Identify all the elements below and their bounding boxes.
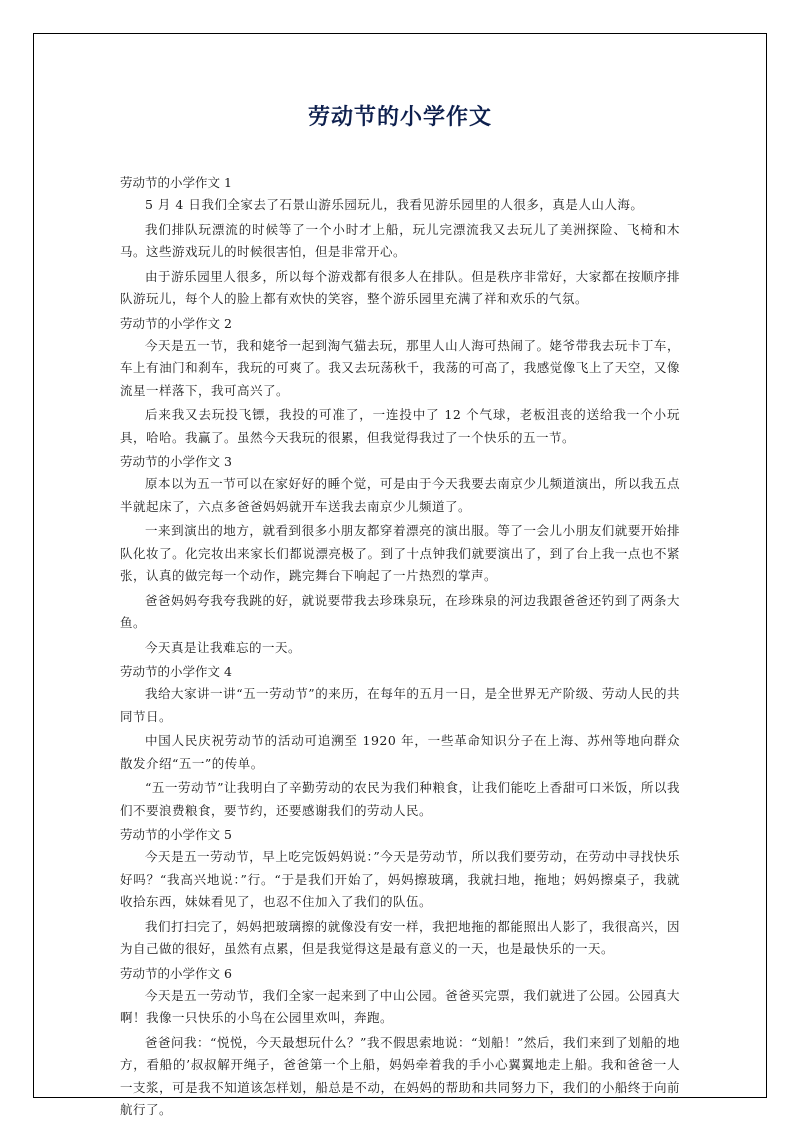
paragraph: 今天是五一节，我和姥爷一起到淘气猫去玩，那里人山人海可热闹了。姥爷带我去玩卡丁车，车上有油门和刹车，我玩的可爽了。我又去玩荡秋千，我荡的可高了，我感觉像飞上了天空，又像流星一样落下，我可高兴了。 <box>120 337 680 398</box>
essay-3 <box>120 451 680 659</box>
paragraph: 后来我又去玩投飞镖，我投的可准了，一连投中了 12 个气球，老板沮丧的送给我一个小玩具，哈哈。我赢了。虽然今天我玩的很累，但我觉得我过了一个快乐的五一节。 <box>120 407 680 445</box>
essay-heading: 劳动节的小学作文 5 <box>120 827 232 842</box>
essay-heading: 劳动节的小学作文 6 <box>120 965 232 981</box>
paragraph: “五一劳动节”让我明白了辛勤劳动的农民为我们种粮食，让我们能吃上香甜可口米饭，所以我们不要浪费粮食，要节约，还要感谢我们的劳动人民。 <box>120 780 680 818</box>
essay-heading: 劳动节的小学作文 1 <box>120 175 232 190</box>
paragraph: 今天是五一劳动节，早上吃完饭妈妈说：”今天是劳动节，所以我们要劳动，在劳动中寻找快乐好吗？“我高兴地说：”行。“于是我们开始了，妈妈擦玻璃，我就扫地，拖地；妈妈擦桌子，我就收拾东西，妹妹看见了，也忍不住加入了我们的队伍。 <box>120 849 680 909</box>
paragraph: 爸爸问我：“悦悦，今天最想玩什么？”我不假思索地说：“划船！”然后，我们来到了划船的地方，看船的’叔叔解开绳子，爸爸第一个上船，妈妈牵着我的手小心翼翼地走上船。我和爸爸一人一支浆，可是我不知道该怎样划，船总是不动，在妈妈的帮助和共同努力下，我们的小船终于向前航行了。 <box>120 1034 680 1117</box>
paragraph: 中国人民庆祝劳动节的活动可追溯至 1920 年，一些革命知识分子在上海、苏州等地向群众散发介绍“五一”的传单。 <box>120 733 680 771</box>
document-title: 劳动节的小学作文 <box>307 104 492 130</box>
essay-1 <box>120 172 680 311</box>
essay-5 <box>120 824 680 961</box>
paragraph: 5 月 4 日我们全家去了石景山游乐园玩儿，我看见游乐园里的人很多，真是人山人海。 <box>145 197 644 212</box>
paragraph: 我给大家讲一讲“五一劳动节”的来历，在每年的五月一日，是全世界无产阶级、劳动人民的共同节日。 <box>120 686 680 724</box>
paragraph: 爸爸妈妈夸我夸我跳的好，就说要带我去珍珠泉玩，在珍珠泉的河边我跟爸爸还钓到了两条大鱼。 <box>120 592 680 630</box>
paragraph: 由于游乐园里人很多，所以每个游戏都有很多人在排队。但是秩序非常好，大家都在按顺序排队游玩儿，每个人的脸上都有欢快的笑容，整个游乐园里充满了祥和欢乐的气氛。 <box>120 268 680 306</box>
essay-6 <box>120 963 680 1122</box>
essay-4 <box>120 661 680 822</box>
essay-heading: 劳动节的小学作文 2 <box>120 315 232 331</box>
paragraph: 原本以为五一节可以在家好好的睡个觉，可是由于今天我要去南京少儿频道演出，所以我五点半就起床了，六点多爸爸妈妈就开车送我去南京少儿频道了。 <box>120 476 680 514</box>
paragraph: 今天是五一劳动节，我们全家一起来到了中山公园。爸爸买完票，我们就进了公园。公园真大啊！我像一只快乐的小鸟在公园里欢叫，奔跑。 <box>120 987 680 1025</box>
paragraph: 我们排队玩漂流的时候等了一个小时才上船，玩儿完漂流我又去玩儿了美洲探险、飞椅和木马。这些游戏玩儿的时候很害怕，但是非常开心。 <box>120 221 680 259</box>
document-body <box>120 96 680 1124</box>
paragraph: 我们打扫完了，妈妈把玻璃擦的就像没有安一样，我把地拖的都能照出人影了，我很高兴，因为自己做的很好，虽然有点累，但是我觉得这是最有意义的一天，也是最快乐的一天。 <box>120 918 680 956</box>
essay-heading: 劳动节的小学作文 4 <box>120 664 232 679</box>
paragraph: 一来到演出的地方，就看到很多小朋友都穿着漂亮的演出服。等了一会儿小朋友们就要开始排队化妆了。化完妆出来家长们都说漂亮极了。到了十点钟我们就要演出了，到了台上我一点也不紧张，认真的做完每一个动作，跳完舞台下响起了一片热烈的掌声。 <box>120 523 680 583</box>
essay-heading: 劳动节的小学作文 3 <box>120 454 232 469</box>
essay-2 <box>120 313 680 450</box>
paragraph: 今天真是让我难忘的一天。 <box>145 639 302 655</box>
